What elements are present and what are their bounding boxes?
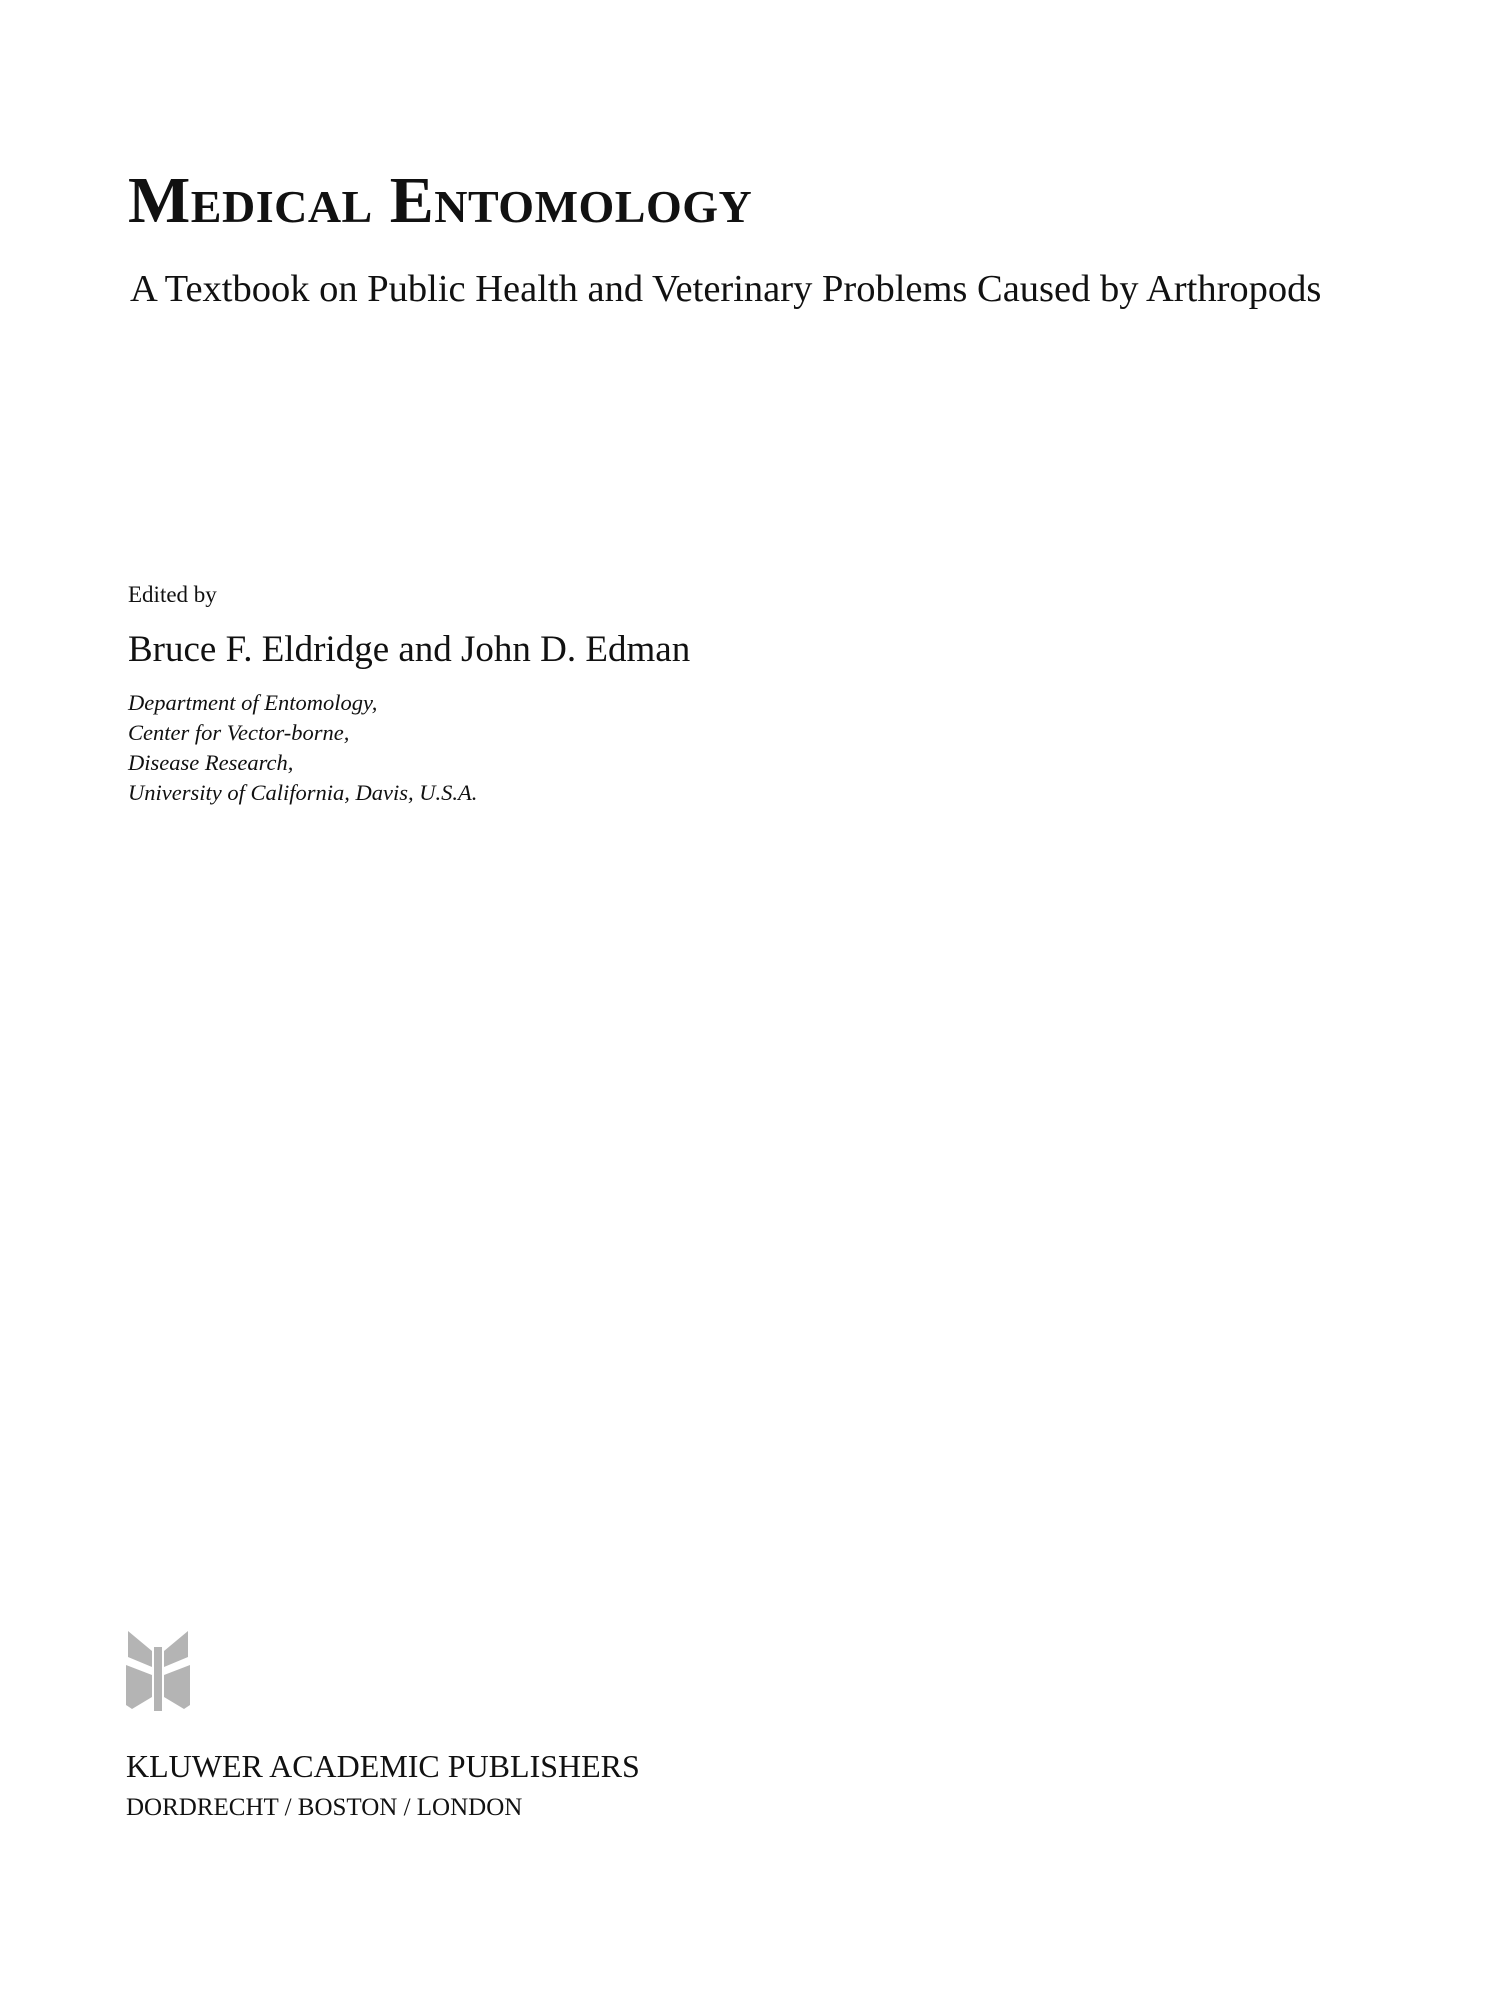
affiliation-line: University of California, Davis, U.S.A. [128,780,478,805]
book-title: Medical Entomology [128,164,753,237]
affiliation-line: Department of Entomology, [128,690,378,715]
publisher-cities: DORDRECHT / BOSTON / LONDON [126,1794,523,1821]
affiliation-line: Disease Research, [128,750,294,775]
publisher-name: KLUWER ACADEMIC PUBLISHERS [126,1748,640,1784]
affiliation-line: Center for Vector-borne, [128,720,350,745]
book-subtitle: A Textbook on Public Health and Veterinary Problems Caused by Arthropods [130,268,1322,310]
publisher-logo-icon [122,1627,194,1713]
edited-by-label: Edited by [128,582,217,607]
editor-affiliation [128,688,477,808]
editor-names: Bruce F. Eldridge and John D. Edman [128,629,691,670]
